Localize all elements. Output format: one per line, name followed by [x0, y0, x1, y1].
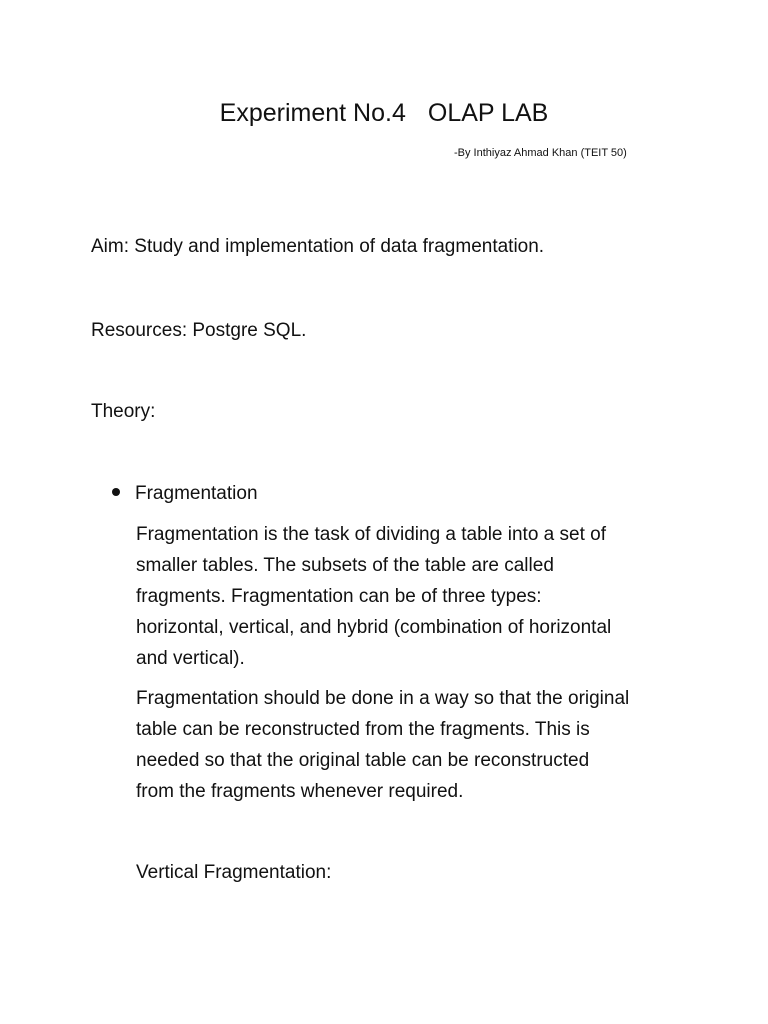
paragraph-line: Fragmentation is the task of dividing a table into a set of	[136, 524, 606, 545]
paragraph-line: fragments. Fragmentation can be of three types:	[136, 586, 542, 607]
paragraph-line: table can be reconstructed from the fragments. This is	[136, 719, 590, 740]
resources-line: Resources: Postgre SQL.	[91, 320, 307, 341]
paragraph-fragmentation-definition	[136, 519, 696, 674]
paragraph-reconstruction	[136, 683, 696, 807]
paragraph-line: smaller tables. The subsets of the table are called	[136, 555, 554, 576]
vertical-fragmentation-heading: Vertical Fragmentation:	[136, 862, 332, 883]
author-byline: -By Inthiyaz Ahmad Khan (TEIT 50)	[454, 147, 627, 159]
theory-heading: Theory:	[91, 401, 156, 422]
document-title	[0, 96, 768, 130]
paragraph-line: from the fragments whenever required.	[136, 781, 464, 802]
paragraph-line: horizontal, vertical, and hybrid (combination of horizontal	[136, 617, 612, 638]
paragraph-line: and vertical).	[136, 648, 245, 669]
aim-line: Aim: Study and implementation of data fragmentation.	[91, 236, 545, 257]
title-lab: OLAP LAB	[427, 99, 549, 127]
bullet-item-fragmentation	[112, 481, 258, 507]
bullet-dot-icon	[112, 488, 120, 496]
bullet-label: Fragmentation	[135, 483, 258, 504]
paragraph-line: needed so that the original table can be reconstructed	[136, 750, 590, 771]
paragraph-line: Fragmentation should be done in a way so that the original	[136, 688, 630, 709]
title-experiment: Experiment No.4	[219, 99, 406, 127]
